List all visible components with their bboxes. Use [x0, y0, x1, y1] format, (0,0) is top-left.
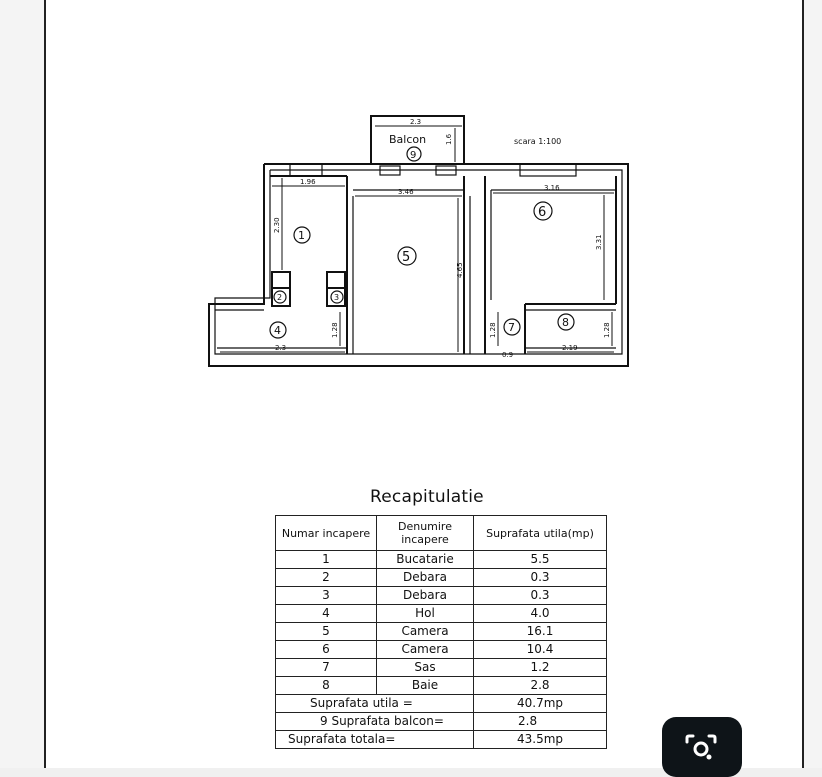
- dimension-label: 2.3: [410, 118, 422, 126]
- cell-number: 1: [276, 551, 377, 569]
- table-row: [276, 641, 607, 659]
- total-row: [276, 731, 607, 749]
- recap-title: Recapitulatie: [370, 487, 484, 507]
- sum-util-label: Suprafata utila =: [276, 695, 474, 713]
- camera-search-icon: [684, 733, 718, 763]
- dimension-label: 4.65: [456, 262, 464, 278]
- cell-name: Camera: [377, 623, 474, 641]
- cell-name: Debara: [377, 587, 474, 605]
- table-row: [276, 605, 607, 623]
- cell-number: 2: [276, 569, 377, 587]
- header-room-name: Denumire incapere: [377, 516, 474, 551]
- cell-area: 0.3: [474, 569, 607, 587]
- room-number: 4: [274, 324, 281, 337]
- dimension-label: 3.31: [595, 234, 603, 250]
- cell-name: Camera: [377, 641, 474, 659]
- dimension-label: 0.9: [502, 351, 514, 359]
- room-number: 1: [298, 229, 305, 242]
- scale-label: scara 1:100: [514, 137, 562, 146]
- table-row: [276, 659, 607, 677]
- table-row: [276, 587, 607, 605]
- room-number: 9: [410, 150, 417, 161]
- table-row: [276, 623, 607, 641]
- cell-number: 6: [276, 641, 377, 659]
- recap-table: [275, 515, 607, 749]
- dimension-label: 1.96: [300, 178, 316, 186]
- header-area: Suprafata utila(mp): [474, 516, 607, 551]
- cell-area: 5.5: [474, 551, 607, 569]
- dimension-label: 3.46: [398, 188, 414, 196]
- balcony-row: [276, 713, 607, 731]
- cell-area: 16.1: [474, 623, 607, 641]
- cell-number: 7: [276, 659, 377, 677]
- dimension-label: 1.28: [331, 322, 339, 338]
- cell-name: Baie: [377, 677, 474, 695]
- dimension-label: 1.6: [445, 133, 453, 145]
- dimension-label: 2.30: [273, 217, 281, 233]
- sum-util-value: 40.7mp: [474, 695, 607, 713]
- room-number: 5: [402, 250, 411, 265]
- table-row: [276, 677, 607, 695]
- balcony-label: Balcon: [389, 133, 427, 146]
- balcony-area-label: 9 Suprafata balcon=: [276, 713, 474, 731]
- table-row: [276, 551, 607, 569]
- balcony-area-value: 2.8: [474, 713, 607, 731]
- dimension-label: 1.28: [489, 322, 497, 338]
- sum-util-row: [276, 695, 607, 713]
- cell-number: 5: [276, 623, 377, 641]
- lens-search-button[interactable]: [662, 717, 742, 777]
- cell-name: Debara: [377, 569, 474, 587]
- cell-name: Bucatarie: [377, 551, 474, 569]
- dimension-label: 2.3: [275, 344, 287, 352]
- header-room-number: Numar incapere: [276, 516, 377, 551]
- table-row: [276, 569, 607, 587]
- cell-area: 10.4: [474, 641, 607, 659]
- cell-name: Sas: [377, 659, 474, 677]
- dimension-label: 2.19: [562, 344, 578, 352]
- room-number: 2: [277, 293, 283, 302]
- table-header-row: [276, 516, 607, 551]
- cell-name: Hol: [377, 605, 474, 623]
- cell-area: 2.8: [474, 677, 607, 695]
- room-number: 3: [334, 293, 340, 302]
- room-number: 7: [508, 321, 515, 334]
- cell-area: 4.0: [474, 605, 607, 623]
- dimension-label: 3.16: [544, 184, 560, 192]
- room-number: 6: [538, 205, 547, 220]
- cell-number: 3: [276, 587, 377, 605]
- room-number: 8: [562, 316, 569, 329]
- cell-number: 8: [276, 677, 377, 695]
- cell-area: 0.3: [474, 587, 607, 605]
- cell-number: 4: [276, 605, 377, 623]
- total-area-label: Suprafata totala=: [276, 731, 474, 749]
- total-area-value: 43.5mp: [474, 731, 607, 749]
- cell-area: 1.2: [474, 659, 607, 677]
- dimension-label: 1.28: [603, 322, 611, 338]
